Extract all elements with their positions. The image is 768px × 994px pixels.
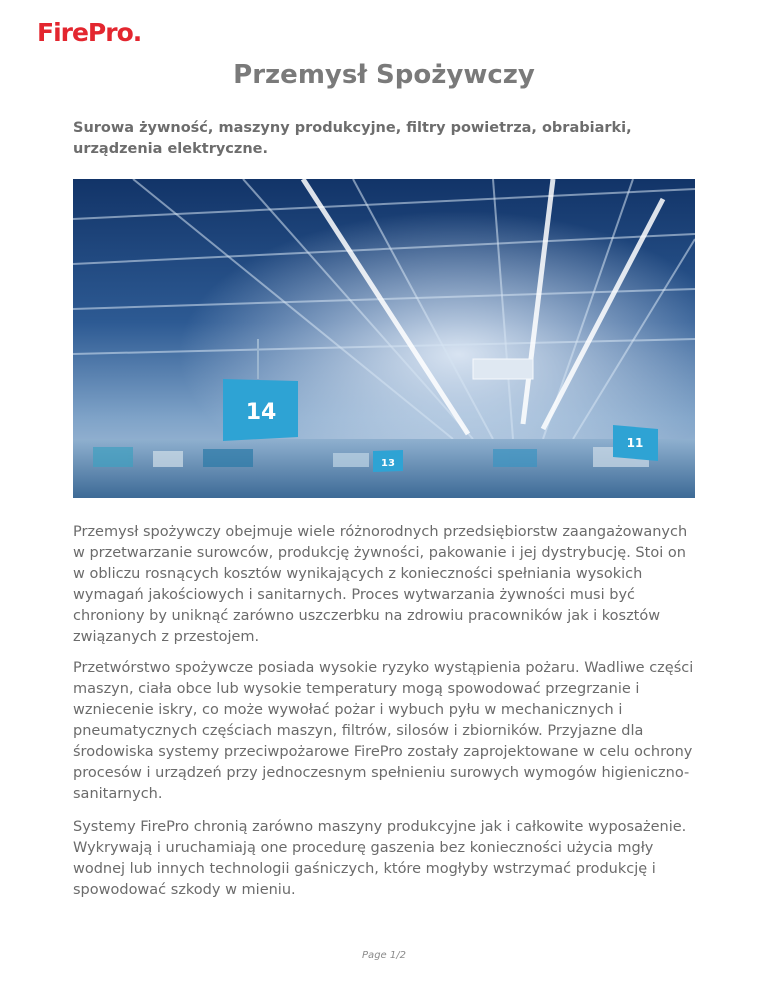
page-subtitle: Surowa żywność, maszyny produkcyjne, filtry powietrza, obrabiarki, urządzenia elektryczne. — [73, 120, 632, 157]
paragraph-risk: Przetwórstwo spożywcze posiada wysokie ryzyko wystąpienia pożaru. Wadliwe części maszyn, ciała obce lub wysokie temperatury mogą spowodować przegrzanie i wzniecenie iskry, co może wywołać pożar i wybuch pyłu w mechanicznych i pneumatycznych częściach maszyn, filtrów, silosów i zbiorników. Przyjazne dla środowiska systemy przeciwpożarowe FirePro zostały zaprojektowane w celu ochrony procesów i urządzeń przy jednoczesnym spełnieniu surowych wymogów higieniczno-sanitarnych. — [73, 660, 694, 802]
paragraph-systems: Systemy FirePro chronią zarówno maszyny produkcyjne jak i całkowite wyposażenie. Wykrywają i uruchamiają one procedurę gaszenia bez konieczności użycia mgły wodnej lub innych technologii gaśniczych, które mogłyby wstrzymać produkcję i spowodować szkody w mieniu. — [73, 819, 687, 898]
sign-11-label: 11 — [626, 436, 644, 450]
sign-13-label: 13 — [381, 458, 395, 469]
hero-image — [73, 179, 695, 498]
sign-14-label: 14 — [245, 400, 277, 425]
page-number: Page 1/2 — [362, 950, 406, 961]
firepro-logo: FirePro. — [37, 18, 142, 47]
page-title: Przemysł Spożywczy — [233, 60, 535, 90]
paragraph-intro: Przemysł spożywczy obejmuje wiele różnorodnych przedsiębiorstw zaangażowanych w przetwarzanie surowców, produkcję żywności, pakowanie i jej dystrybucję. Stoi on w obliczu rosnących kosztów wynikających z konieczności spełniania wysokich wymagań jakościowych i sanitarnych. Proces wytwarzania żywności musi być chroniony by uniknąć zarówno uszczerbku na zdrowiu pracowników jak i kosztów związanych z przestojem. — [73, 524, 688, 645]
